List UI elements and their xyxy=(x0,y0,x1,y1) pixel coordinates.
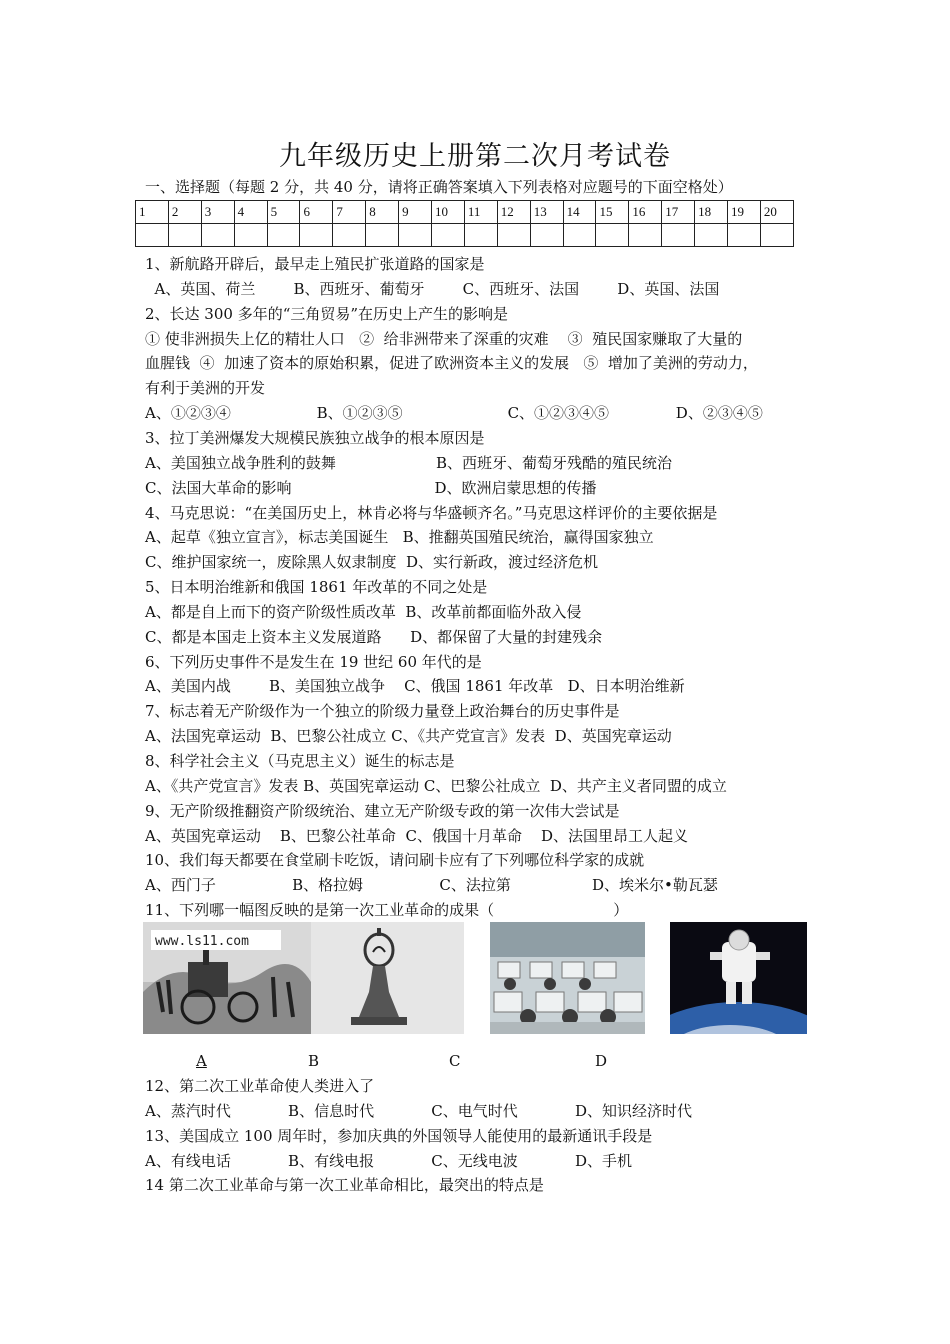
question-line: 14 第二次工业革命与第一次工业革命相比，最突出的特点是 xyxy=(145,1176,544,1195)
question-line: A、美国内战 B、美国独立战争 C、俄国 1861 年改革 D、日本明治维新 xyxy=(145,677,685,696)
answer-table xyxy=(135,200,794,247)
answer-cell[interactable] xyxy=(300,224,333,247)
question-line: A、美国独立战争胜利的鼓舞 B、西班牙、葡萄牙残酷的殖民统治 xyxy=(145,453,672,472)
watermark-text: www.ls11.com xyxy=(155,934,249,949)
answer-cell[interactable] xyxy=(399,224,432,247)
answer-table-number: 7 xyxy=(333,201,366,224)
answer-table-number: 6 xyxy=(300,201,333,224)
answer-table-number: 18 xyxy=(695,201,728,224)
question-line: 有利于美洲的开发 xyxy=(145,379,266,398)
answer-table-number: 8 xyxy=(366,201,399,224)
answer-cell[interactable] xyxy=(530,224,563,247)
answer-table-number: 1 xyxy=(136,201,169,224)
answer-table-number: 5 xyxy=(267,201,300,224)
answer-table-header-row xyxy=(136,201,794,224)
picture-a-steam-carriage xyxy=(143,922,311,1034)
answer-table-number: 19 xyxy=(728,201,761,224)
answer-table-number: 17 xyxy=(662,201,695,224)
question-line: 4、马克思说：“在美国历史上，林肯必将与华盛顿齐名。”马克思这样评价的主要依据是 xyxy=(145,503,718,522)
answer-table-number: 11 xyxy=(464,201,497,224)
answer-table-number: 14 xyxy=(563,201,596,224)
picture-b-light-bulb xyxy=(311,922,464,1034)
question-line: 2、长达 300 多年的“三角贸易”在历史上产生的影响是 xyxy=(145,304,509,323)
answer-cell[interactable] xyxy=(629,224,662,247)
question-line: C、维护国家统一，废除黑人奴隶制度 D、实行新政，渡过经济危机 xyxy=(145,553,599,572)
answer-cell[interactable] xyxy=(728,224,761,247)
answer-table-number: 12 xyxy=(497,201,530,224)
answer-table-number: 4 xyxy=(234,201,267,224)
answer-cell[interactable] xyxy=(497,224,530,247)
answer-cell[interactable] xyxy=(662,224,695,247)
question-line: 9、无产阶级推翻资产阶级统治、建立无产阶级专政的第一次伟大尝试是 xyxy=(145,801,620,820)
answer-table-number: 2 xyxy=(168,201,201,224)
question-line: 血腥钱 ④ 加速了资本的原始积累，促进了欧洲资本主义的发展 ⑤ 增加了美洲的劳动力， xyxy=(145,354,758,373)
answer-cell[interactable] xyxy=(760,224,793,247)
section-instructions: 一、选择题（每题 2 分，共 40 分，请将正确答案填入下列表格对应题号的下面空格处） xyxy=(145,178,733,196)
answer-cell[interactable] xyxy=(695,224,728,247)
question-line: 8、科学社会主义（马克思主义）诞生的标志是 xyxy=(145,752,455,770)
picture-label-a: A xyxy=(196,1052,207,1070)
question-line: 13、美国成立 100 周年时，参加庆典的外国领导人能使用的最新通讯手段是 xyxy=(145,1126,653,1145)
question-line: A、法国宪章运动 B、巴黎公社成立 C、《共产党宣言》发表 D、英国宪章运动 xyxy=(145,727,672,746)
answer-cell[interactable] xyxy=(596,224,629,247)
question-line: A、英国、荷兰 B、西班牙、葡萄牙 C、西班牙、法国 D、英国、法国 xyxy=(145,279,720,298)
question-line: A、有线电话 B、有线电报 C、无线电波 D、手机 xyxy=(145,1151,633,1170)
question-line: 1、新航路开辟后，最早走上殖民扩张道路的国家是 xyxy=(145,255,485,273)
question-line: 3、拉丁美洲爆发大规模民族独立战争的根本原因是 xyxy=(145,428,485,447)
answer-table-number: 15 xyxy=(596,201,629,224)
question-line: A、《共产党宣言》发表 B、英国宪章运动 C、巴黎公社成立 D、共产主义者同盟的成立 xyxy=(145,776,727,795)
answer-table-number: 3 xyxy=(201,201,234,224)
question-line: A、西门子 B、格拉姆 C、法拉第 D、埃米尔•勒瓦瑟 xyxy=(145,876,718,895)
question-line: A、①②③④ B、①②③⑤ C、①②③④⑤ D、②③④⑤ xyxy=(145,404,763,423)
exam-title: 九年级历史上册第二次月考试卷 xyxy=(279,141,671,172)
answer-cell[interactable] xyxy=(267,224,300,247)
answer-table-number: 20 xyxy=(760,201,793,224)
answer-cell[interactable] xyxy=(563,224,596,247)
question-line: 6、下列历史事件不是发生在 19 世纪 60 年代的是 xyxy=(145,652,482,671)
answer-table-number: 10 xyxy=(432,201,465,224)
answer-table-answer-row xyxy=(136,224,794,247)
answer-cell[interactable] xyxy=(366,224,399,247)
picture-c-computer-classroom xyxy=(490,922,645,1034)
picture-label-c: C xyxy=(449,1052,461,1070)
question-line: A、蒸汽时代 B、信息时代 C、电气时代 D、知识经济时代 xyxy=(145,1101,693,1120)
answer-cell[interactable] xyxy=(432,224,465,247)
picture-d-astronaut xyxy=(670,922,807,1034)
question-line: C、都是本国走上资本主义发展道路 D、都保留了大量的封建残余 xyxy=(145,627,603,646)
answer-cell[interactable] xyxy=(234,224,267,247)
answer-cell[interactable] xyxy=(201,224,234,247)
question-line: A、都是自上而下的资产阶级性质改革 B、改革前都面临外敌入侵 xyxy=(145,602,582,621)
answer-cell[interactable] xyxy=(464,224,497,247)
question-line: 5、日本明治维新和俄国 1861 年改革的不同之处是 xyxy=(145,578,488,597)
question-line: 7、标志着无产阶级作为一个独立的阶级力量登上政治舞台的历史事件是 xyxy=(145,702,620,721)
question-line: A、起草《独立宣言》，标志美国诞生 B、推翻英国殖民统治，赢得国家独立 xyxy=(145,528,654,547)
answer-table-number: 9 xyxy=(399,201,432,224)
answer-table-number: 16 xyxy=(629,201,662,224)
question-line: 10、我们每天都要在食堂刷卡吃饭，请问刷卡应有了下列哪位科学家的成就 xyxy=(145,851,645,870)
question-line: 11、下列哪一幅图反映的是第一次工业革命的成果（ ） xyxy=(145,901,629,920)
answer-cell[interactable] xyxy=(333,224,366,247)
answer-table-number: 13 xyxy=(530,201,563,224)
picture-label-d: D xyxy=(595,1052,608,1070)
answer-cell[interactable] xyxy=(136,224,169,247)
picture-label-b: B xyxy=(308,1052,320,1070)
question-line: C、法国大革命的影响 D、欧洲启蒙思想的传播 xyxy=(145,478,597,497)
question-line: A、英国宪章运动 B、巴黎公社革命 C、俄国十月革命 D、法国里昂工人起义 xyxy=(145,826,689,845)
question-line: 12、第二次工业革命使人类进入了 xyxy=(145,1077,375,1095)
question-line: ① 使非洲损失上亿的精壮人口 ② 给非洲带来了深重的灾难 ③ 殖民国家赚取了大量的 xyxy=(145,329,743,348)
answer-cell[interactable] xyxy=(168,224,201,247)
